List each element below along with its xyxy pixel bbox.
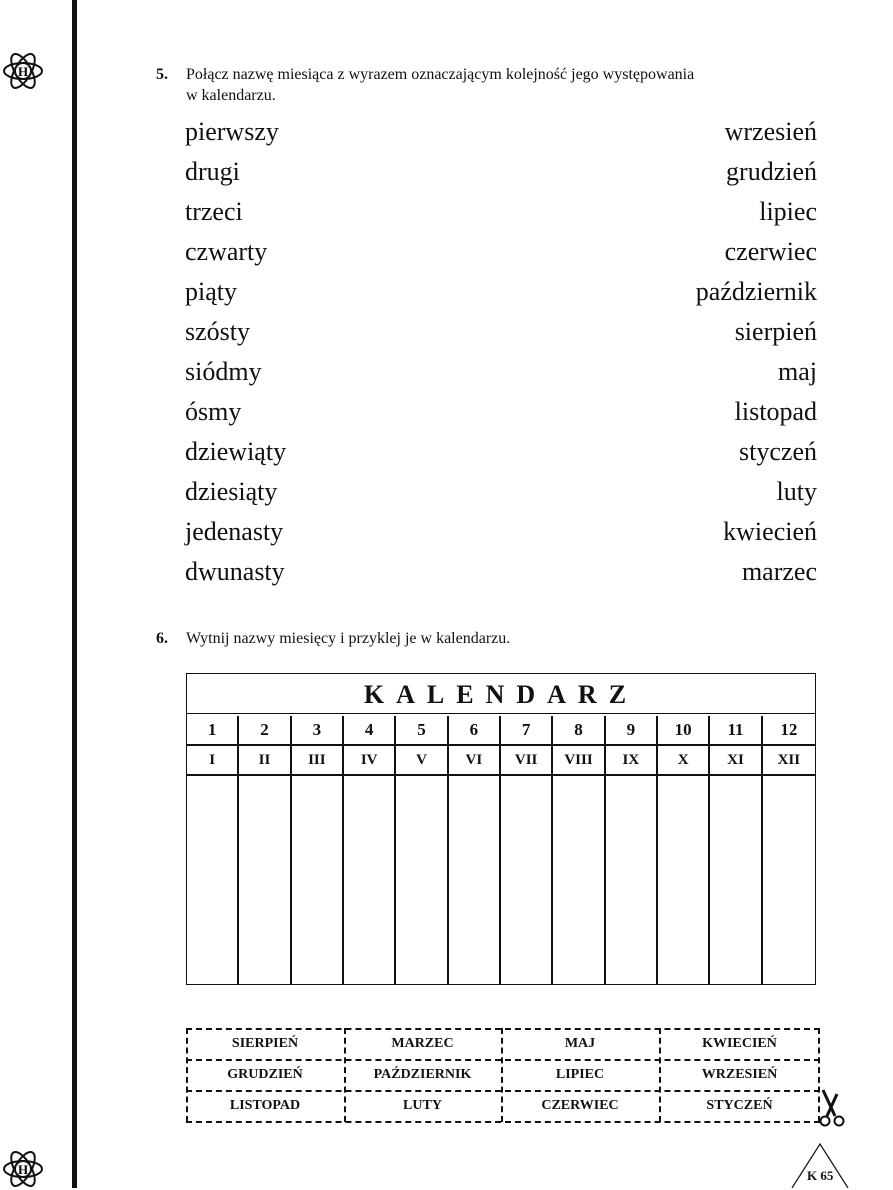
calendar-roman-numeral: V bbox=[396, 746, 448, 776]
calendar-blank-cell bbox=[187, 776, 239, 984]
cutout-month-label[interactable]: CZERWIEC bbox=[541, 1098, 619, 1113]
calendar-blank-cell bbox=[292, 776, 344, 984]
cutout-month-label[interactable]: LISTOPAD bbox=[229, 1098, 301, 1113]
task5-instruction bbox=[156, 64, 826, 106]
calendar-blank-cell bbox=[710, 776, 762, 984]
page-number: K 65 bbox=[807, 1168, 834, 1183]
atom-logo-icon bbox=[2, 50, 44, 92]
calendar-blank-cell bbox=[501, 776, 553, 984]
cutout-month-label[interactable]: MARZEC bbox=[391, 1036, 454, 1051]
cutout-month-label[interactable]: KWIECIEŃ bbox=[702, 1036, 777, 1051]
calendar-table bbox=[186, 673, 816, 985]
ordinal-item: dziesiąty bbox=[185, 477, 278, 506]
cutout-row bbox=[186, 1090, 820, 1122]
ordinal-item: trzeci bbox=[185, 197, 243, 226]
task6-text: Wytnij nazwy miesięcy i przyklej je w kalendarzu. bbox=[186, 630, 511, 647]
ordinal-item: dziewiąty bbox=[185, 437, 287, 466]
scissors-icon bbox=[815, 1088, 849, 1128]
cutout-month-label[interactable]: WRZESIEŃ bbox=[701, 1067, 778, 1082]
cut-line-horizontal bbox=[186, 1121, 820, 1123]
calendar-month-number: 8 bbox=[553, 716, 605, 746]
month-item: grudzień bbox=[726, 157, 817, 186]
month-item: lipiec bbox=[759, 197, 817, 226]
ordinal-item: piąty bbox=[185, 277, 237, 306]
cutout-strip bbox=[186, 1028, 820, 1123]
logo-letter: H bbox=[17, 64, 29, 79]
cutout-month-label[interactable]: LIPIEC bbox=[555, 1067, 605, 1082]
month-item: czerwiec bbox=[724, 237, 817, 266]
ordinal-item: drugi bbox=[185, 157, 240, 186]
month-item: kwiecień bbox=[723, 517, 817, 546]
calendar-blank-cell bbox=[606, 776, 658, 984]
months-column bbox=[696, 112, 817, 592]
cut-line-vertical bbox=[501, 1028, 503, 1122]
calendar-month-number: 11 bbox=[710, 716, 762, 746]
month-item: marzec bbox=[741, 557, 817, 586]
month-item: wrzesień bbox=[724, 117, 817, 146]
task6-instruction bbox=[156, 628, 826, 649]
calendar-roman-numeral: XI bbox=[710, 746, 762, 776]
calendar-blank-cell bbox=[763, 776, 815, 984]
task5-text-line2: w kalendarzu. bbox=[186, 87, 276, 104]
calendar-roman-numeral: VII bbox=[501, 746, 553, 776]
task6-number: 6. bbox=[156, 630, 168, 647]
ordinal-item: pierwszy bbox=[185, 117, 279, 146]
binding-line bbox=[72, 0, 77, 1188]
cutout-month-label[interactable]: PAŹDZIERNIK bbox=[373, 1067, 472, 1082]
calendar-roman-numeral: XII bbox=[763, 746, 815, 776]
calendar-blank-cell bbox=[344, 776, 396, 984]
cutout-month-label[interactable]: LUTY bbox=[403, 1098, 442, 1113]
month-item: styczeń bbox=[739, 437, 817, 466]
ordinals-column bbox=[185, 112, 286, 592]
month-item: sierpień bbox=[734, 317, 817, 346]
month-item: luty bbox=[776, 477, 817, 506]
calendar-month-number: 9 bbox=[606, 716, 658, 746]
calendar-blank-cell bbox=[449, 776, 501, 984]
task5-text-line1: Połącz nazwę miesiąca z wyrazem oznaczającym kolejność jego występowania bbox=[186, 66, 695, 83]
calendar-blank-cell bbox=[239, 776, 291, 984]
calendar-month-number: 5 bbox=[396, 716, 448, 746]
cut-line-vertical bbox=[659, 1028, 661, 1122]
calendar-blank-cell bbox=[553, 776, 605, 984]
cutout-row bbox=[186, 1059, 820, 1091]
ordinal-item: dwunasty bbox=[185, 557, 285, 586]
calendar-roman-numeral: I bbox=[187, 746, 239, 776]
calendar-month-number: 2 bbox=[239, 716, 291, 746]
month-item: maj bbox=[778, 357, 817, 386]
cut-line-horizontal bbox=[186, 1090, 820, 1092]
calendar-month-number: 4 bbox=[344, 716, 396, 746]
calendar-month-number: 7 bbox=[501, 716, 553, 746]
ordinal-item: czwarty bbox=[185, 237, 268, 266]
month-item: listopad bbox=[734, 397, 817, 426]
cut-line-vertical bbox=[344, 1028, 346, 1122]
calendar-month-number: 6 bbox=[449, 716, 501, 746]
ordinal-item: ósmy bbox=[185, 397, 242, 426]
month-item: październik bbox=[695, 277, 817, 306]
calendar-month-number: 3 bbox=[292, 716, 344, 746]
calendar-blank-cell bbox=[658, 776, 710, 984]
cut-line-vertical bbox=[186, 1028, 188, 1122]
cutout-month-label[interactable]: MAJ bbox=[564, 1036, 596, 1051]
calendar-month-number: 1 bbox=[187, 716, 239, 746]
logo-letter: H bbox=[17, 1162, 29, 1177]
cut-line-horizontal bbox=[186, 1059, 820, 1061]
cutout-row bbox=[186, 1028, 820, 1060]
page-number-tag bbox=[790, 1142, 850, 1188]
cut-line-horizontal bbox=[186, 1028, 820, 1030]
calendar-roman-numeral: II bbox=[239, 746, 291, 776]
calendar-month-number: 10 bbox=[658, 716, 710, 746]
calendar-roman-numeral: IX bbox=[606, 746, 658, 776]
task5-number: 5. bbox=[156, 66, 168, 83]
atom-logo-icon bbox=[2, 1148, 44, 1190]
calendar-title: KALENDARZ bbox=[187, 674, 815, 714]
calendar-grid bbox=[187, 716, 815, 984]
cutout-month-label[interactable]: SIERPIEŃ bbox=[231, 1036, 299, 1051]
calendar-roman-numeral: X bbox=[658, 746, 710, 776]
ordinal-item: szósty bbox=[185, 317, 250, 346]
calendar-month-number: 12 bbox=[763, 716, 815, 746]
calendar-roman-numeral: III bbox=[292, 746, 344, 776]
calendar-roman-numeral: IV bbox=[344, 746, 396, 776]
calendar-roman-numeral: VI bbox=[449, 746, 501, 776]
calendar-blank-cell bbox=[396, 776, 448, 984]
cutout-month-label[interactable]: STYCZEŃ bbox=[706, 1098, 773, 1113]
ordinal-item: jedenasty bbox=[185, 517, 284, 546]
ordinal-item: siódmy bbox=[185, 357, 262, 386]
cutout-month-label[interactable]: GRUDZIEŃ bbox=[227, 1067, 303, 1082]
calendar-roman-numeral: VIII bbox=[553, 746, 605, 776]
